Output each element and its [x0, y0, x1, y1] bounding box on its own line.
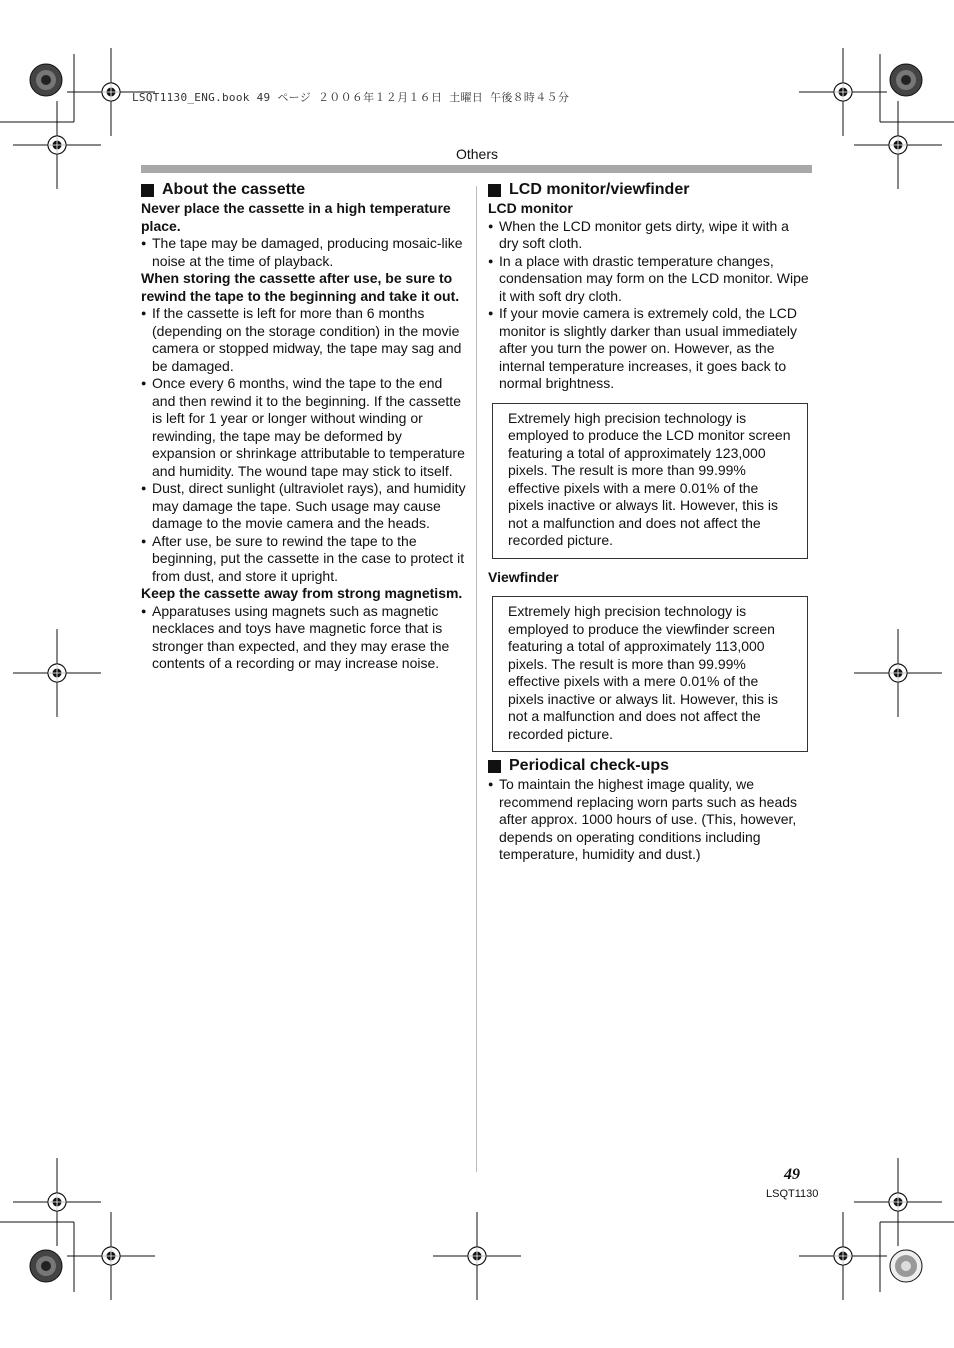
square-bullet-icon	[141, 184, 154, 197]
about-cassette-heading	[141, 180, 467, 200]
square-bullet-icon	[488, 184, 501, 197]
bullet-item: ● In a place with drastic temperature changes, condensation may form on the LCD monitor. Wipe it with soft dry cloth.	[488, 253, 810, 306]
bullet-item: ● Once every 6 months, wind the tape to the end and then rewind it to the beginning. If the cassette is left for 1 year or longer without winding or rewinding, the tape may be deformed by expansion or shrinkage attributable to temperature and humidity. The wound tape may stick to itself.	[141, 375, 467, 480]
bullet-item: ● Apparatuses using magnets such as magnetic necklaces and toys have magnetic force that is stronger than expected, and they may erase the contents of a recording or may increase noise.	[141, 603, 467, 673]
bullet-item: ● If the cassette is left for more than 6 months (depending on the storage condition) in the movie camera or stopped midway, the tape may sag and be damaged.	[141, 305, 467, 375]
bullet-item: ● Dust, direct sunlight (ultraviolet rays), and humidity may damage the tape. Such usage may cause damage to the movie camera and the heads.	[141, 480, 467, 533]
viewfinder-pixel-note-box: Extremely high precision technology is employed to produce the viewfinder screen featuring a total of approximately 113,000 pixels. The result is more than 99.99% effective pixels with a mere 0.01% of the pixels inactive or always lit. However, this is not a malfunction and does not affect the recorded picture.	[492, 596, 808, 752]
bullet-item: ● If your movie camera is extremely cold, the LCD monitor is slightly darker than usual immediately after you turn the power on. However, as the internal temperature increases, it goes back to normal brightness.	[488, 305, 810, 393]
heading-text: Periodical check-ups	[509, 757, 670, 774]
lcd-pixel-note-box: Extremely high precision technology is employed to produce the LCD monitor screen featuring a total of approximately 123,000 pixels. The result is more than 99.99% effective pixels with a mere 0.01% of the pixels inactive or always lit. However, this is not a malfunction and does not affect the recorded picture.	[492, 403, 808, 559]
square-bullet-icon	[488, 760, 501, 773]
heading-text: LCD monitor/viewfinder	[509, 181, 690, 198]
heading-text: About the cassette	[162, 181, 306, 198]
bullet-item: ● To maintain the highest image quality, we recommend replacing worn parts such as heads after approx. 1000 hours of use. (This, however, depends on operating conditions including temperature, humidity and dust.)	[488, 776, 810, 864]
warning-text: Keep the cassette away from strong magnetism.	[141, 585, 463, 601]
warning-text: Never place the cassette in a high temperature place.	[141, 200, 451, 234]
section-title: Others	[455, 146, 498, 162]
checkups-heading	[488, 756, 810, 776]
warning-text: When storing the cassette after use, be sure to rewind the tape to the beginning and take it out.	[141, 270, 460, 304]
bullet-item: ● After use, be sure to rewind the tape to the beginning, put the cassette in the case to protect it from dust, and store it upright.	[141, 533, 467, 586]
viewfinder-subheading: Viewfinder	[488, 568, 559, 585]
page-number: 49	[784, 1166, 800, 1183]
bullet-item: ● The tape may be damaged, producing mosaic-like noise at the time of playback.	[141, 235, 467, 270]
right-column	[488, 180, 810, 864]
bullet-item: ● When the LCD monitor gets dirty, wipe it with a dry soft cloth.	[488, 218, 810, 253]
left-column	[141, 180, 467, 673]
lcd-viewfinder-heading	[488, 180, 810, 200]
print-info-line: LSQT1130_ENG.book 49 ページ ２００６年１２月１６日 土曜日 午後８時４５分	[132, 91, 570, 104]
document-code: LSQT1130	[766, 1188, 819, 1200]
header-rule	[141, 165, 812, 173]
lcd-monitor-subheading: LCD monitor	[488, 200, 573, 216]
column-divider	[476, 186, 477, 1172]
